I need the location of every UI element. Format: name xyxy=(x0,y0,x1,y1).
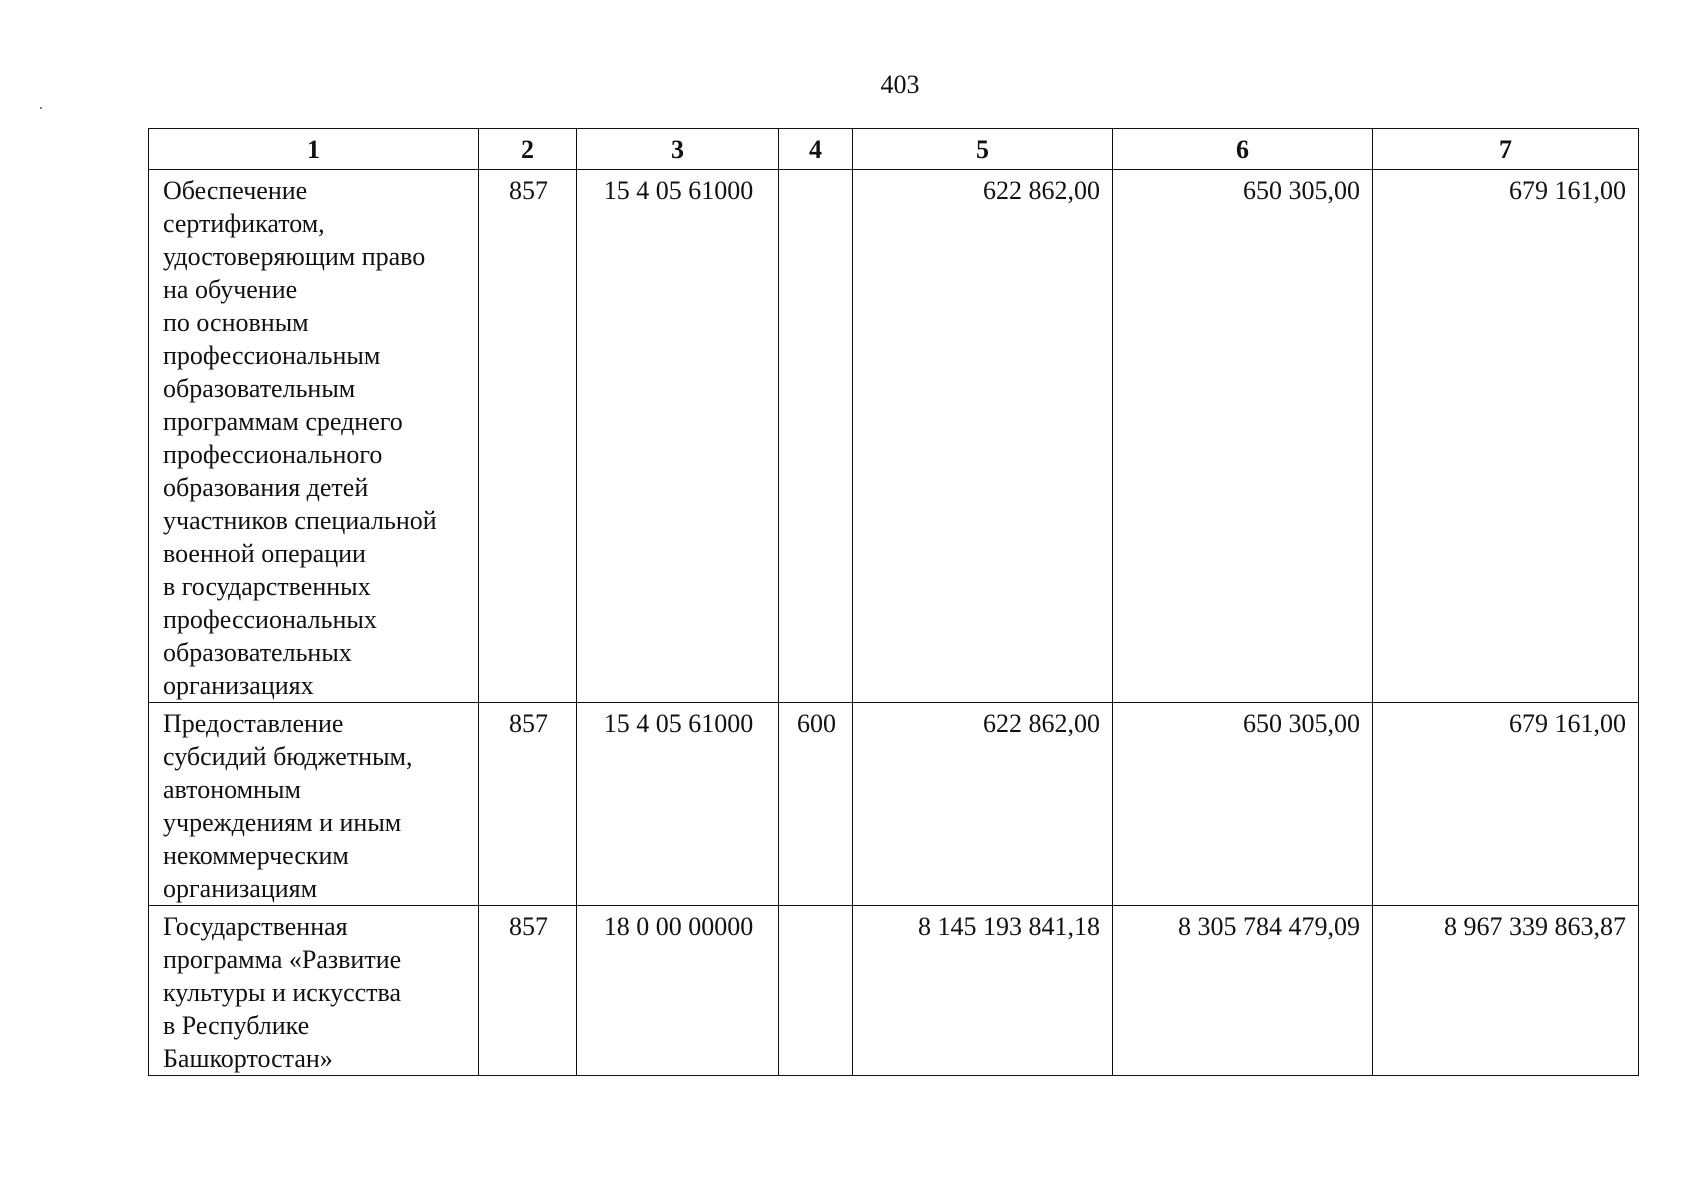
amount-year1-cell: 622 862,00 xyxy=(853,170,1113,703)
item-name-line: военной операции xyxy=(163,539,366,568)
amount-year3-cell: 679 161,00 xyxy=(1373,703,1639,906)
table-row xyxy=(149,170,1639,703)
item-name-line: в государственных xyxy=(163,572,371,601)
item-name-cell xyxy=(149,170,479,703)
item-name-line: образовательным xyxy=(163,374,356,403)
amount-year3-cell: 679 161,00 xyxy=(1373,170,1639,703)
item-name-line: Предоставление xyxy=(163,709,344,738)
item-name-line: профессиональных xyxy=(163,605,377,634)
ministry-code-cell: 857 xyxy=(479,703,577,906)
item-name-line: организациях xyxy=(163,671,314,700)
item-name-line: участников специальной xyxy=(163,506,437,535)
item-name-line: в Республике xyxy=(163,1011,310,1040)
item-name-line: сертификатом, xyxy=(163,209,325,238)
header-cell: 2 xyxy=(479,129,577,170)
page-number: 403 xyxy=(880,70,920,99)
item-name-line: программа «Развитие xyxy=(163,945,402,974)
target-article-cell: 18 0 00 00000 xyxy=(577,906,779,1076)
target-article-cell: 15 4 05 61000 xyxy=(577,703,779,906)
header-cell: 5 xyxy=(853,129,1113,170)
amount-year3-cell: 8 967 339 863,87 xyxy=(1373,906,1639,1076)
item-name-line: профессиональным xyxy=(163,341,381,370)
item-name-line: некоммерческим xyxy=(163,841,349,870)
item-name-cell xyxy=(149,703,479,906)
expense-type-cell xyxy=(779,906,853,1076)
item-name-line: Государственная xyxy=(163,912,348,941)
item-name-line: по основным xyxy=(163,308,309,337)
table-row xyxy=(149,703,1639,906)
item-name-line: удостоверяющим право xyxy=(163,242,426,271)
item-name-line: учреждениям и иным xyxy=(163,808,402,837)
header-cell: 6 xyxy=(1113,129,1373,170)
amount-year2-cell: 650 305,00 xyxy=(1113,170,1373,703)
item-name-line: культуры и искусства xyxy=(163,978,401,1007)
amount-year2-cell: 8 305 784 479,09 xyxy=(1113,906,1373,1076)
item-name-line: образования детей xyxy=(163,473,369,502)
item-name-line: профессионального xyxy=(163,440,383,469)
target-article-cell: 15 4 05 61000 xyxy=(577,170,779,703)
ministry-code-cell: 857 xyxy=(479,170,577,703)
item-name-line: программам среднего xyxy=(163,407,403,436)
item-name-line: на обучение xyxy=(163,275,298,304)
header-cell: 3 xyxy=(577,129,779,170)
header-cell: 7 xyxy=(1373,129,1639,170)
item-name-line: автономным xyxy=(163,775,301,804)
budget-table xyxy=(148,128,1639,1076)
item-name-line: организациям xyxy=(163,874,318,903)
header-cell: 4 xyxy=(779,129,853,170)
item-name-line: субсидий бюджетным, xyxy=(163,742,413,771)
amount-year1-cell: 8 145 193 841,18 xyxy=(853,906,1113,1076)
table-row xyxy=(149,906,1639,1076)
item-name-line: Обеспечение xyxy=(163,176,308,205)
item-name-line: образовательных xyxy=(163,638,352,667)
expense-type-cell: 600 xyxy=(779,703,853,906)
expense-type-cell xyxy=(779,170,853,703)
scan-speck xyxy=(40,107,42,109)
item-name-line: Башкортостан» xyxy=(163,1044,333,1073)
item-name-cell xyxy=(149,906,479,1076)
amount-year1-cell: 622 862,00 xyxy=(853,703,1113,906)
amount-year2-cell: 650 305,00 xyxy=(1113,703,1373,906)
header-cell: 1 xyxy=(149,129,479,170)
header-row xyxy=(149,129,1639,170)
ministry-code-cell: 857 xyxy=(479,906,577,1076)
